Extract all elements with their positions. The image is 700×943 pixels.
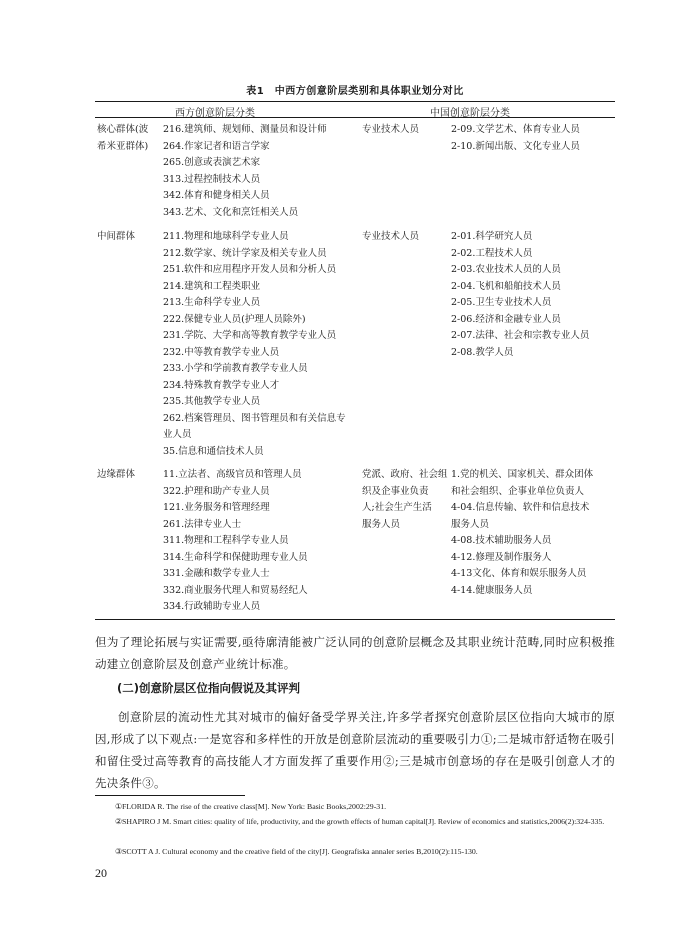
list-item: 261.法律专业人士	[163, 518, 242, 530]
list-item: 业人员	[163, 429, 192, 440]
list-item: 11.立法者、高级官员和管理人员	[163, 469, 302, 480]
list-item: 2-05.卫生专业技术人员	[451, 297, 552, 308]
body-paragraph-1: 但为了理论拓展与实证需要,亟待廓清能被广泛认同的创意阶层概念及其职业统计范畴,同时应积极推动建立创意阶层及创意产业统计标准。	[95, 635, 615, 671]
list-item: 235.其他教学专业人员	[163, 396, 261, 407]
list-item: 232.中等教育教学专业人员	[163, 346, 280, 358]
list-item: 2-08.教学人员	[451, 346, 514, 358]
group-peripheral-china-list	[451, 467, 615, 599]
list-item: 334.行政辅助专业人员	[163, 601, 261, 612]
list-item: 343.艺术、文化和烹饪相关人员	[163, 206, 299, 218]
list-item: 213.生命科学专业人员	[163, 297, 261, 308]
list-item: 35.信息和通信技术人员	[163, 445, 264, 457]
list-item: 4-04.信息传输、软件和信息技术	[451, 502, 590, 513]
list-item: 2-07.法律、社会和宗教专业人员	[451, 330, 590, 341]
list-item: 265.创意或表演艺术家	[163, 157, 261, 168]
group-middle-name: 中间群体	[97, 231, 136, 242]
group-core-west-list	[163, 122, 363, 221]
body-paragraph-2: 创意阶层的流动性尤其对城市的偏好备受学界关注,许多学者探究创意阶层区位指向大城市的原因,形成了以下观点:一是宽容和多样性的开放是创意阶层流动的重要吸引力①;二是城市舒适物在吸引和留住受过高等教育的高技能人才方面发挥了重要作用②;三是城市创意场的存在是吸引创意人才的先决条件③。	[95, 710, 615, 790]
list-item: 212.数学家、统计学家及相关专业人员	[163, 247, 327, 259]
table-top-rule	[95, 101, 615, 102]
group-core-china-category: 专业技术人员	[362, 124, 420, 135]
group-peripheral-west-list	[163, 467, 363, 616]
list-item: 311.物理和工程科学专业人员	[163, 535, 289, 546]
list-item: 4-13文化、体育和娱乐服务人员	[451, 568, 587, 579]
list-item: 262.档案管理员、图书管理员和有关信息专	[163, 412, 346, 424]
list-item: 2-01.科学研究人员	[451, 231, 533, 242]
table-header-rule	[95, 117, 615, 118]
table-bottom-rule	[95, 619, 615, 620]
list-item: 231.学院、大学和高等教育教学专业人员	[163, 330, 337, 341]
section-subheading: (二)创意阶层区位指向假说及其评判	[117, 681, 301, 695]
list-item: 234.特殊教育教学专业人才	[163, 379, 280, 391]
list-item: 2-10.新闻出版、文化专业人员	[451, 140, 580, 152]
list-item: 和社会组织、企事业单位负责人	[451, 485, 585, 497]
footnote-1: ①FLORIDA R. The rise of the creative class[M]. New York: Basic Books,2002:29-31.	[115, 802, 387, 811]
group-middle-china-category: 专业技术人员	[362, 231, 420, 242]
footnote-3: ③SCOTT A J. Cultural economy and the creative field of the city[J]. Geografiska annaler series B,2010(2):115-130.	[115, 847, 478, 856]
header-china: 中国创意阶层分类	[430, 108, 510, 119]
group-peripheral-china-category: 党派、政府、社会组 织及企事业负责 人;社会生产生活 服务人员	[362, 469, 448, 530]
list-item: 314.生命科学和保健助理专业人员	[163, 551, 308, 563]
footnote-2: ②SHAPIRO J M. Smart cities: quality of life, productivity, and the growth effects of human capital[J]. Review of economics and statistics,2006(2):324-335.	[115, 817, 605, 826]
list-item: 211.物理和地球科学专业人员	[163, 231, 289, 242]
list-item: 2-03.农业技术人员的人员	[451, 264, 561, 275]
list-item: 322.护理和助产专业人员	[163, 485, 270, 497]
list-item: 313.过程控制技术人员	[163, 173, 261, 185]
list-item: 264.作家记者和语言学家	[163, 140, 270, 152]
table-caption: 表1 中西方创意阶层类别和具体职业划分对比	[246, 86, 464, 97]
list-item: 4-12.修理及制作服务人	[451, 551, 552, 563]
list-item: 2-02.工程技术人员	[451, 247, 533, 259]
list-item: 332.商业服务代理人和贸易经纪人	[163, 584, 308, 596]
group-middle-west-list	[163, 229, 363, 460]
group-core-china-list	[451, 122, 615, 155]
list-item: 331.金融和数学专业人士	[163, 568, 270, 579]
list-item: 2-06.经济和金融专业人员	[451, 313, 561, 325]
list-item: 216.建筑师、规划师、测量员和设计师	[163, 124, 327, 135]
list-item: 342.体育和健身相关人员	[163, 190, 270, 201]
list-item: 121.业务服务和管理经理	[163, 502, 270, 513]
list-item: 2-09.文学艺术、体育专业人员	[451, 124, 580, 135]
header-west: 西方创意阶层分类	[175, 108, 255, 119]
group-peripheral-name: 边缘群体	[97, 469, 136, 480]
list-item: 1.党的机关、国家机关、群众团体	[451, 469, 594, 480]
list-item: 服务人员	[451, 518, 490, 530]
group-core-name: 核心群体(波 希米亚群体)	[97, 124, 149, 152]
list-item: 214.建筑和工程类职业	[163, 280, 261, 292]
group-middle-china-list	[451, 229, 615, 361]
list-item: 251.软件和应用程序开发人员和分析人员	[163, 264, 337, 275]
list-item: 222.保健专业人员(护理人员除外)	[163, 313, 306, 325]
list-item: 233.小学和学前教育教学专业人员	[163, 363, 308, 374]
footnote-rule	[95, 795, 245, 796]
list-item: 4-14.健康服务人员	[451, 584, 533, 596]
page-number: 20	[95, 866, 107, 880]
list-item: 2-04.飞机和船舶技术人员	[451, 280, 561, 292]
list-item: 4-08.技术辅助服务人员	[451, 535, 552, 546]
